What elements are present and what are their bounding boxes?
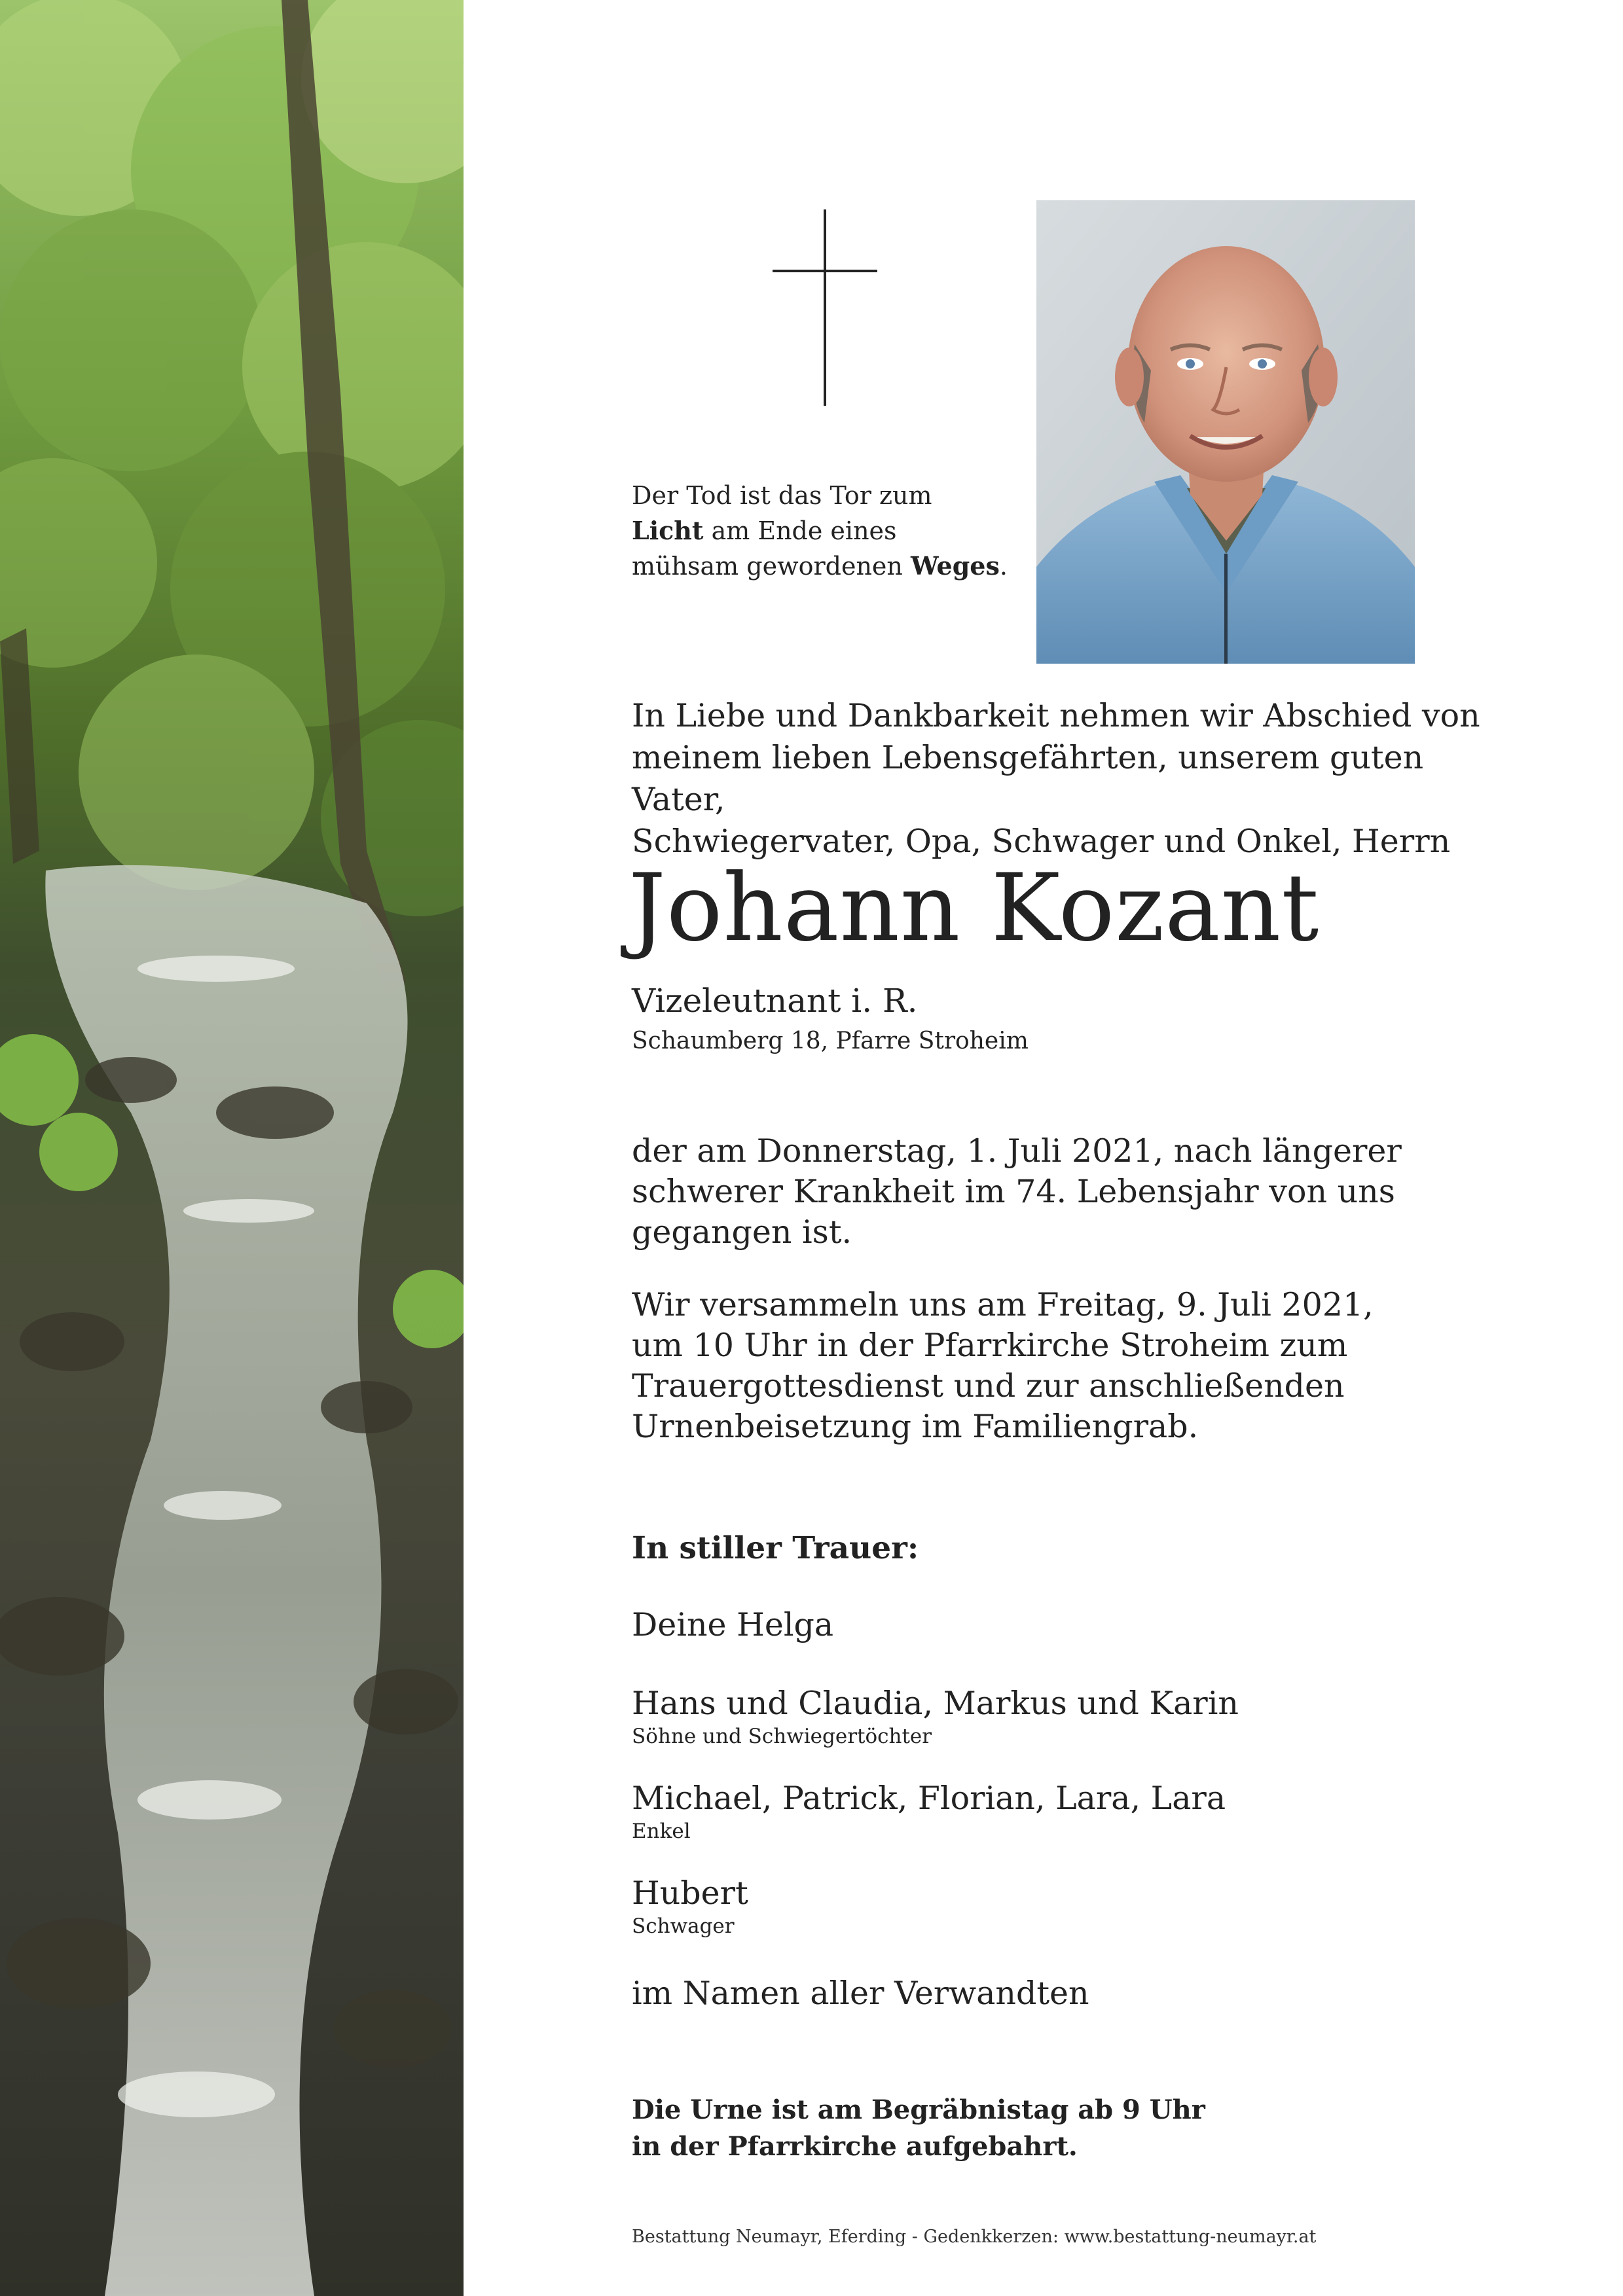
deceased-name: Johann Kozant <box>629 854 1320 962</box>
intro-line-2: meinem lieben Lebensgefährten, unserem guten Vater, <box>632 739 1424 818</box>
urn-note-line-1: Die Urne ist am Begräbnistag ab 9 Uhr <box>632 2094 1205 2125</box>
intro-line-1: In Liebe und Dankbarkeit nehmen wir Abschied von <box>632 697 1480 734</box>
mourner-name: Michael, Patrick, Florian, Lara, Lara <box>632 1780 1226 1817</box>
service-line-4: Urnenbeisetzung im Familiengrab. <box>632 1408 1199 1445</box>
memorial-quote <box>632 478 1038 584</box>
mourner-entry <box>632 1683 1239 1749</box>
death-line-2: schwerer Krankheit im 74. Lebensjahr von uns <box>632 1173 1395 1210</box>
portrait-photo <box>1036 200 1415 664</box>
farewell-intro <box>632 695 1483 863</box>
service-line-1: Wir versammeln uns am Freitag, 9. Juli 2021, <box>632 1286 1374 1323</box>
mourner-entry <box>632 1873 748 1939</box>
mourner-entry <box>632 1605 833 1645</box>
mourning-heading: In stiller Trauer: <box>632 1530 919 1566</box>
death-notice <box>632 1131 1483 1253</box>
intro-line-3: Schwiegervater, Opa, Schwager und Onkel, Herrn <box>632 823 1451 860</box>
quote-emphasis-way: Weges <box>910 551 1000 581</box>
quote-line-2 <box>632 513 1038 548</box>
death-line-3: gegangen ist. <box>632 1213 852 1251</box>
mourner-entry <box>632 1778 1226 1844</box>
mourner-name: Deine Helga <box>632 1606 834 1643</box>
mourner-relation: Enkel <box>632 1820 691 1843</box>
mourner-relation: Schwager <box>632 1914 735 1938</box>
service-line-3: Trauergottesdienst und zur anschließenden <box>632 1367 1345 1405</box>
mourner-name: Hubert <box>632 1874 748 1912</box>
footer-credit: Bestattung Neumayr, Eferding - Gedenkkerzen: www.bestattung-neumayr.at <box>632 2227 1317 2247</box>
mourner-name: Hans und Claudia, Markus und Karin <box>632 1685 1239 1722</box>
urn-note <box>632 2092 1205 2165</box>
urn-note-line-2: in der Pfarrkirche aufgebahrt. <box>632 2131 1078 2162</box>
service-line-2: um 10 Uhr in der Pfarrkirche Stroheim zum <box>632 1327 1348 1364</box>
quote-emphasis-light: Licht <box>632 516 704 545</box>
quote-line-3 <box>632 548 1038 584</box>
cross-icon <box>773 209 877 406</box>
relatives-line: im Namen aller Verwandten <box>632 1975 1089 2012</box>
service-info <box>632 1285 1483 1447</box>
quote-line-2-rest: am Ende eines <box>703 516 897 545</box>
deceased-address: Schaumberg 18, Pfarre Stroheim <box>632 1028 1029 1054</box>
mourner-relation: Söhne und Schwiegertöchter <box>632 1725 932 1748</box>
death-line-1: der am Donnerstag, 1. Juli 2021, nach längerer <box>632 1132 1402 1170</box>
quote-line-3-end: . <box>999 552 1008 581</box>
quote-line-3-start: mühsam gewordenen <box>632 552 911 581</box>
forest-stream-photo <box>0 0 464 2296</box>
deceased-rank: Vizeleutnant i. R. <box>632 982 918 1020</box>
quote-line-1: Der Tod ist das Tor zum <box>632 481 932 510</box>
